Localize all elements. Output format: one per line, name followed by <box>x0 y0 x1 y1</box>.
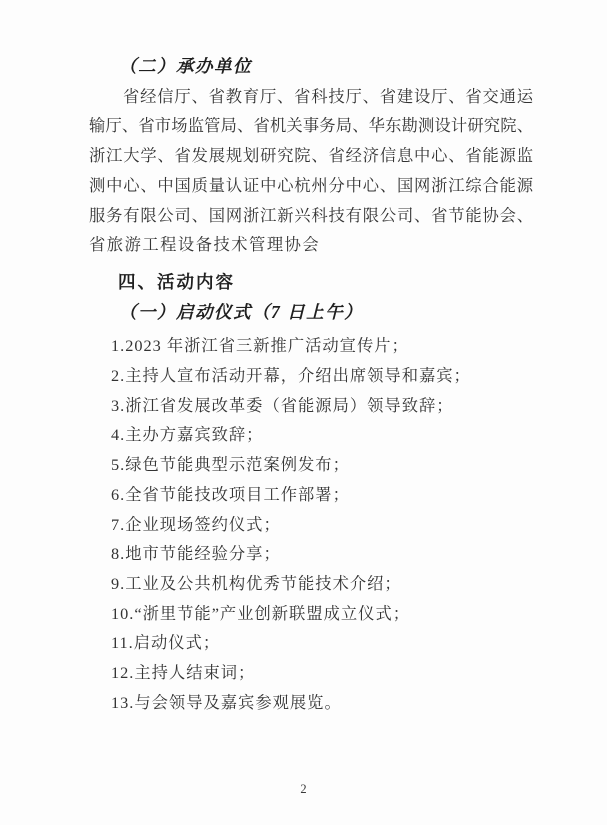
undertaker-paragraph <box>89 82 533 260</box>
heading-undertaker-unit: （二）承办单位 <box>119 56 252 76</box>
document-page <box>89 0 533 717</box>
agenda-item: 3.浙江省发展改革委（省能源局）领导致辞； <box>111 395 454 415</box>
agenda-item: 12.主持人结束词； <box>111 663 256 683</box>
agenda-item: 7.企业现场签约仪式； <box>111 514 281 534</box>
paragraph-line: 服务有限公司、国网浙江新兴科技有限公司、省节能协会、 <box>89 205 533 225</box>
agenda-item: 2.主持人宣布活动开幕，介绍出席领导和嘉宾； <box>111 366 471 386</box>
paragraph-line: 省经信厅、省教育厅、省科技厅、省建设厅、省交通运 <box>123 86 533 106</box>
agenda-item: 11.启动仪式； <box>111 633 221 653</box>
agenda-item: 13.与会领导及嘉宾参观展览。 <box>111 692 342 712</box>
paragraph-line: 省旅游工程设备技术管理协会 <box>89 235 321 255</box>
page-number: 2 <box>300 782 307 796</box>
agenda-list <box>89 331 533 717</box>
paragraph-line: 浙江大学、省发展规划研究院、省经济信息中心、省能源监 <box>89 146 533 166</box>
agenda-item: 9.工业及公共机构优秀节能技术介绍； <box>111 573 402 593</box>
agenda-item: 1.2023 年浙江省三新推广活动宣传片； <box>111 336 409 356</box>
agenda-item: 5.绿色节能典型示范案例发布； <box>111 455 350 475</box>
paragraph-line: 输厅、省市场监管局、省机关事务局、华东勘测设计研究院、 <box>89 116 533 136</box>
agenda-item: 8.地市节能经验分享； <box>111 544 281 564</box>
paragraph-line: 测中心、中国质量认证中心杭州分中心、国网浙江综合能源 <box>89 175 533 195</box>
agenda-item: 10.“浙里节能”产业创新联盟成立仪式； <box>111 603 411 623</box>
agenda-item: 6.全省节能技改项目工作部署； <box>111 484 350 504</box>
heading-launch-ceremony: （一）启动仪式（7 日上午） <box>119 301 364 322</box>
heading-activity-content: 四、活动内容 <box>118 271 235 292</box>
agenda-item: 4.主办方嘉宾致辞； <box>111 425 264 445</box>
